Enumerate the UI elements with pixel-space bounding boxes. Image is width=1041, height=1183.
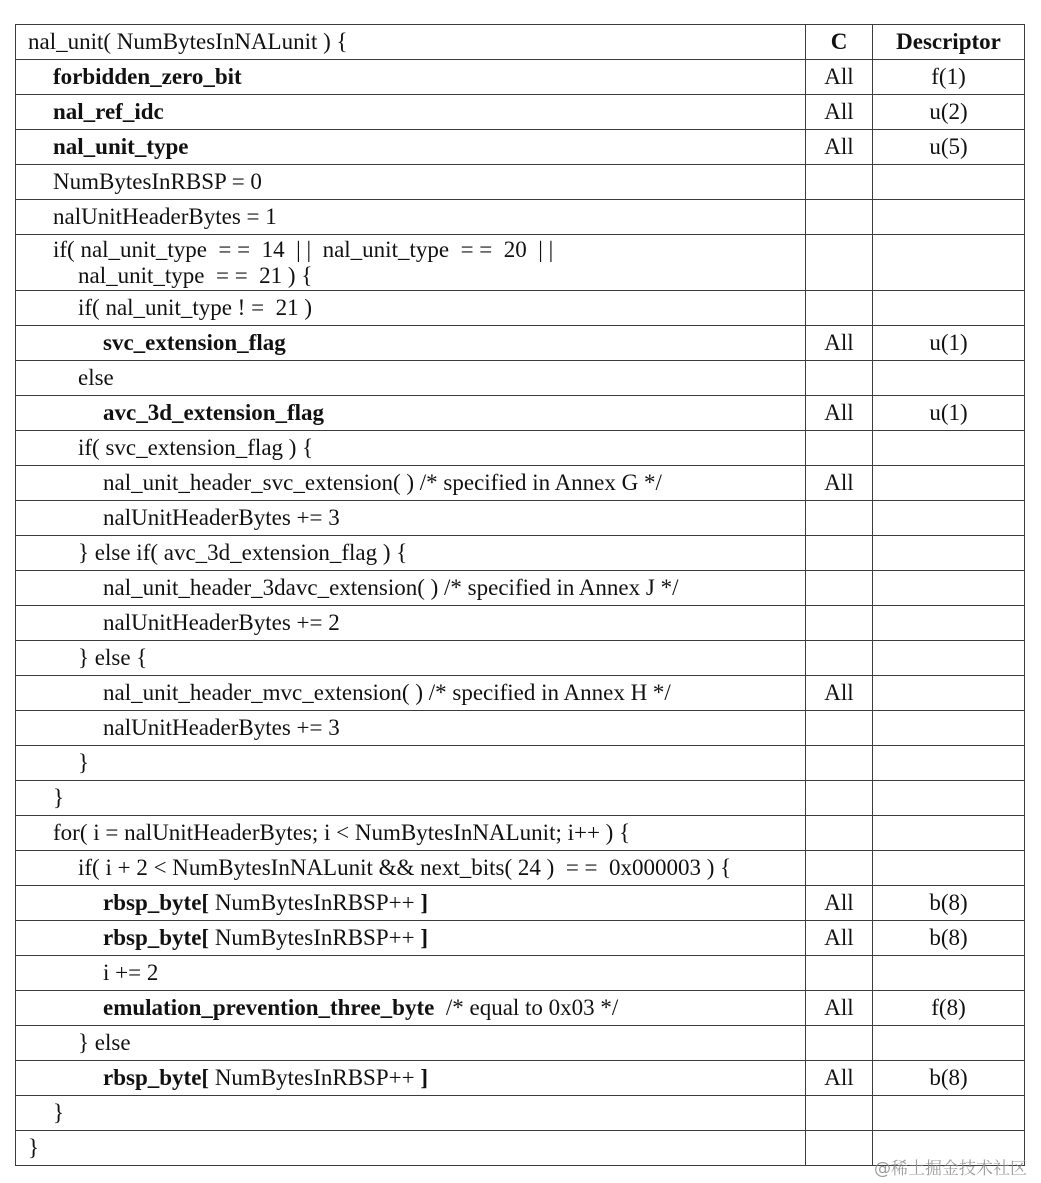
syntax-element-name: rbsp_byte[	[103, 890, 210, 915]
syntax-cell	[16, 816, 806, 851]
syntax-cell	[16, 165, 806, 200]
descriptor-cell	[873, 851, 1025, 886]
category-cell: All	[806, 991, 873, 1026]
syntax-row	[16, 1061, 1025, 1096]
syntax-cell	[16, 466, 806, 501]
syntax-text: if( i + 2 < NumBytesInNALunit && next_bits( 24 ) = = 0x000003 ) {	[78, 855, 732, 880]
syntax-row	[16, 711, 1025, 746]
syntax-cell	[16, 1026, 806, 1061]
category-cell: All	[806, 396, 873, 431]
syntax-row	[16, 886, 1025, 921]
syntax-element-bracket: ]	[420, 890, 428, 915]
syntax-text: nalUnitHeaderBytes = 1	[53, 204, 277, 229]
syntax-element-bracket: ]	[420, 1065, 428, 1090]
syntax-row	[16, 466, 1025, 501]
category-cell	[806, 711, 873, 746]
syntax-row	[16, 676, 1025, 711]
syntax-cell	[16, 361, 806, 396]
descriptor-cell	[873, 235, 1025, 291]
descriptor-cell: b(8)	[873, 886, 1025, 921]
descriptor-cell: u(1)	[873, 396, 1025, 431]
descriptor-cell	[873, 956, 1025, 991]
descriptor-cell	[873, 746, 1025, 781]
descriptor-cell	[873, 781, 1025, 816]
descriptor-cell	[873, 816, 1025, 851]
descriptor-cell	[873, 571, 1025, 606]
category-cell	[806, 1131, 873, 1166]
syntax-cell	[16, 235, 806, 291]
syntax-text: nal_unit_header_mvc_extension( ) /* specified in Annex H */	[103, 680, 671, 705]
descriptor-cell	[873, 200, 1025, 235]
syntax-row	[16, 501, 1025, 536]
syntax-element-name: rbsp_byte[	[103, 925, 210, 950]
syntax-text: } else	[78, 1030, 131, 1055]
syntax-row	[16, 1096, 1025, 1131]
table-header-row	[16, 25, 1025, 60]
category-cell: All	[806, 326, 873, 361]
descriptor-cell	[873, 291, 1025, 326]
syntax-cell	[16, 1131, 806, 1166]
syntax-element-name: nal_unit_type	[53, 134, 189, 159]
descriptor-cell	[873, 501, 1025, 536]
syntax-text: NumBytesInRBSP = 0	[53, 169, 262, 194]
category-cell	[806, 361, 873, 396]
syntax-text: else	[78, 365, 114, 390]
syntax-cell	[16, 676, 806, 711]
category-cell	[806, 816, 873, 851]
syntax-element-index: NumBytesInRBSP++	[209, 890, 421, 915]
syntax-text: if( nal_unit_type = = 14 | | nal_unit_type = = 20 | |	[53, 236, 554, 262]
category-cell: All	[806, 95, 873, 130]
syntax-text: nalUnitHeaderBytes += 2	[103, 610, 340, 635]
syntax-text: nalUnitHeaderBytes += 3	[103, 505, 340, 530]
syntax-cell	[16, 291, 806, 326]
syntax-row	[16, 235, 1025, 291]
descriptor-cell: b(8)	[873, 1061, 1025, 1096]
category-cell	[806, 1026, 873, 1061]
nal-unit-syntax-table	[15, 24, 1025, 1166]
syntax-text: if( nal_unit_type ! = 21 )	[78, 295, 312, 320]
syntax-row	[16, 396, 1025, 431]
syntax-header	[16, 25, 806, 60]
syntax-text: }	[53, 785, 65, 810]
category-cell	[806, 235, 873, 291]
syntax-row	[16, 956, 1025, 991]
syntax-row	[16, 851, 1025, 886]
category-cell: All	[806, 886, 873, 921]
syntax-element-name: svc_extension_flag	[103, 330, 286, 355]
category-cell	[806, 536, 873, 571]
syntax-text-continuation: nal_unit_type = = 21 ) {	[78, 262, 313, 288]
category-cell	[806, 606, 873, 641]
syntax-cell	[16, 991, 806, 1026]
syntax-text: for( i = nalUnitHeaderBytes; i < NumBytesInNALunit; i++ ) {	[53, 820, 631, 845]
descriptor-cell: f(8)	[873, 991, 1025, 1026]
descriptor-cell	[873, 1026, 1025, 1061]
category-cell	[806, 200, 873, 235]
syntax-cell	[16, 571, 806, 606]
syntax-text: nal_unit_header_3davc_extension( ) /* specified in Annex J */	[103, 575, 679, 600]
descriptor-cell: u(2)	[873, 95, 1025, 130]
descriptor-cell: u(5)	[873, 130, 1025, 165]
syntax-cell	[16, 1096, 806, 1131]
descriptor-cell	[873, 711, 1025, 746]
syntax-cell	[16, 326, 806, 361]
descriptor-cell: f(1)	[873, 60, 1025, 95]
syntax-row	[16, 200, 1025, 235]
descriptor-cell	[873, 676, 1025, 711]
syntax-text: nalUnitHeaderBytes += 3	[103, 715, 340, 740]
syntax-cell	[16, 60, 806, 95]
category-cell	[806, 571, 873, 606]
syntax-row	[16, 781, 1025, 816]
syntax-element-name: nal_ref_idc	[53, 99, 164, 124]
syntax-text: }	[28, 1135, 40, 1160]
syntax-cell	[16, 431, 806, 466]
category-cell	[806, 291, 873, 326]
syntax-text: }	[78, 750, 90, 775]
syntax-text: nal_unit_header_svc_extension( ) /* specified in Annex G */	[103, 470, 662, 495]
category-cell: All	[806, 676, 873, 711]
syntax-cell	[16, 886, 806, 921]
descriptor-cell: u(1)	[873, 326, 1025, 361]
syntax-row	[16, 641, 1025, 676]
category-cell	[806, 165, 873, 200]
category-cell	[806, 431, 873, 466]
syntax-element-name: forbidden_zero_bit	[53, 64, 242, 89]
category-cell: All	[806, 1061, 873, 1096]
syntax-cell	[16, 956, 806, 991]
syntax-cell	[16, 921, 806, 956]
syntax-row	[16, 536, 1025, 571]
syntax-row	[16, 571, 1025, 606]
syntax-cell	[16, 200, 806, 235]
descriptor-cell	[873, 606, 1025, 641]
syntax-row	[16, 326, 1025, 361]
syntax-cell	[16, 781, 806, 816]
syntax-text: } else {	[78, 645, 148, 670]
syntax-row	[16, 1026, 1025, 1061]
syntax-cell	[16, 606, 806, 641]
category-cell	[806, 956, 873, 991]
syntax-text: if( svc_extension_flag ) {	[78, 435, 314, 460]
descriptor-cell	[873, 1096, 1025, 1131]
category-cell: All	[806, 921, 873, 956]
syntax-element-index: NumBytesInRBSP++	[209, 925, 421, 950]
syntax-cell	[16, 501, 806, 536]
syntax-text: } else if( avc_3d_extension_flag ) {	[78, 540, 408, 565]
descriptor-cell	[873, 431, 1025, 466]
syntax-cell	[16, 711, 806, 746]
syntax-cell	[16, 536, 806, 571]
syntax-row	[16, 746, 1025, 781]
syntax-cell	[16, 641, 806, 676]
descriptor-cell	[873, 165, 1025, 200]
descriptor-header: Descriptor	[873, 25, 1025, 60]
syntax-element-index: NumBytesInRBSP++	[209, 1065, 421, 1090]
syntax-cell	[16, 130, 806, 165]
syntax-row	[16, 431, 1025, 466]
descriptor-cell	[873, 361, 1025, 396]
syntax-element-name: emulation_prevention_three_byte	[103, 995, 435, 1020]
syntax-row	[16, 291, 1025, 326]
category-cell	[806, 851, 873, 886]
syntax-cell	[16, 851, 806, 886]
syntax-row	[16, 60, 1025, 95]
descriptor-cell: b(8)	[873, 921, 1025, 956]
syntax-row	[16, 130, 1025, 165]
syntax-row	[16, 816, 1025, 851]
category-cell: All	[806, 60, 873, 95]
syntax-cell	[16, 95, 806, 130]
syntax-row	[16, 606, 1025, 641]
syntax-comment: /* equal to 0x03 */	[434, 995, 619, 1020]
syntax-text: i += 2	[103, 960, 159, 985]
syntax-row	[16, 95, 1025, 130]
category-cell: All	[806, 466, 873, 501]
syntax-element-name: rbsp_byte[	[103, 1065, 210, 1090]
category-cell	[806, 501, 873, 536]
syntax-row	[16, 921, 1025, 956]
descriptor-cell	[873, 536, 1025, 571]
syntax-cell	[16, 396, 806, 431]
category-cell	[806, 1096, 873, 1131]
syntax-text: }	[53, 1100, 65, 1125]
syntax-cell	[16, 746, 806, 781]
category-cell	[806, 746, 873, 781]
syntax-cell	[16, 1061, 806, 1096]
syntax-element-name: avc_3d_extension_flag	[103, 400, 325, 425]
syntax-element-bracket: ]	[420, 925, 428, 950]
syntax-row	[16, 361, 1025, 396]
category-cell	[806, 781, 873, 816]
descriptor-cell	[873, 641, 1025, 676]
syntax-text: nal_unit( NumBytesInNALunit ) {	[28, 29, 348, 54]
category-cell: All	[806, 130, 873, 165]
category-header: C	[806, 25, 873, 60]
syntax-row	[16, 165, 1025, 200]
syntax-row	[16, 991, 1025, 1026]
descriptor-cell	[873, 466, 1025, 501]
category-cell	[806, 641, 873, 676]
watermark: @稀土掘金技术社区	[874, 1159, 1027, 1179]
